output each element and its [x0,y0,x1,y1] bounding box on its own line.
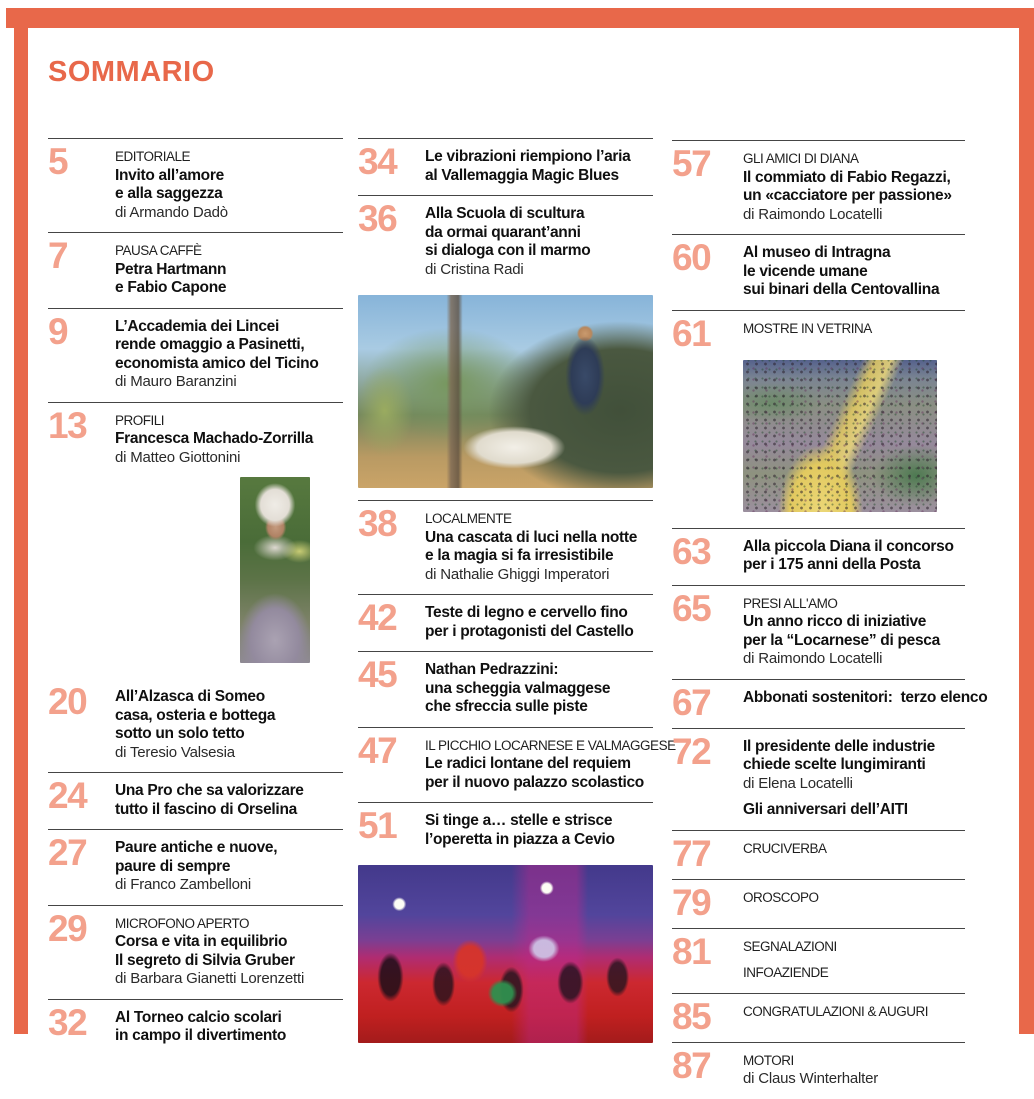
entry-text: MOTORI [743,1052,794,1068]
entry-text: di Teresio Valsesia [115,743,235,761]
toc-entry-85 [672,993,965,1042]
toc-entry-87 [672,1042,965,1099]
entry-text: EDITORIALE [115,149,191,164]
entry-text: sui binari della Centovallina [743,281,940,298]
entry-text: PAUSA CAFFÈ [115,243,202,258]
page-number: 34 [358,141,397,182]
entry-text: Al museo di Intragna [743,244,891,261]
toc-entry-79 [672,879,965,928]
entry-text: e alla saggezza [115,185,223,202]
sculptor-photo [358,295,653,488]
entry-text: rende omaggio a Pasinetti, [115,336,305,353]
page-number: 47 [358,729,397,771]
entry-text: Alla piccola Diana il concorso [743,537,954,555]
toc-entry-72 [672,728,965,830]
entry-text: LOCALMENTE [425,511,512,526]
entry-text: Corsa e vita in equilibrio [115,933,288,950]
toc-entry-9 [48,308,343,402]
entry-text: Invito all’amore [115,166,224,184]
toc-entry-61 [672,310,965,359]
entry-text-block [425,508,653,584]
page-number: 72 [672,730,711,772]
page-border-top [6,8,1034,28]
entry-text-block [743,687,988,718]
page-number: 57 [672,143,711,184]
entry-text-block [743,1001,965,1032]
entry-text: Si tinge a… stelle e strisce [425,812,613,829]
toc-entry-63 [672,528,965,585]
entry-text-block [425,735,676,793]
page-number: 24 [48,775,87,816]
entry-text: casa, osteria e bottega [115,706,276,724]
page-number: 60 [672,237,711,278]
entry-text: di Raimondo Locatelli [743,205,883,223]
entry-text-block [743,887,965,918]
entry-text: Francesca Machado-Zorrilla [115,430,314,447]
entry-text-block [115,686,343,762]
page-number: 87 [672,1044,711,1086]
page-border-left [14,8,28,1034]
entry-text: di Armando Dadò [115,203,228,221]
toc-entry-65 [672,585,965,679]
entry-text: Il presidente delle industrie [743,737,935,755]
entry-text-block [425,602,653,641]
entry-text-block [743,593,965,669]
entry-text-block [115,913,343,989]
entry-text-block [115,146,343,222]
entry-text: MICROFONO APERTO [115,915,250,931]
page-number: 81 [672,930,711,972]
entry-text-block [115,410,343,468]
toc-entry-27 [48,829,343,905]
page-number: 13 [48,404,87,446]
entry-text: per il nuovo palazzo scolastico [425,773,644,791]
entry-text: PROFILI [115,412,165,428]
toc-entry-24 [48,772,343,829]
entry-text: OROSCOPO [743,889,819,905]
entry-text-block [743,318,965,349]
entry-text: l’operetta in piazza a Cevio [425,830,615,848]
entry-text-block [115,240,343,298]
entry-text: L’Accademia dei Lincei [115,317,279,335]
entry-text: al Vallemaggia Magic Blues [425,166,619,184]
entry-text-block [743,936,965,983]
toc-entry-81 [672,928,965,993]
toc-entry-51 [358,802,653,859]
entry-text: di Elena Locatelli [743,774,853,792]
entry-text: Teste di legno e cervello fino [425,604,628,621]
toc-entry-32 [48,999,343,1056]
entry-text-block [743,838,965,869]
entry-text: una scheggia valmaggese [425,679,611,697]
page-number: 63 [672,530,711,572]
toc-entry-47 [358,727,676,803]
page-number: 79 [672,881,711,923]
entry-text: Petra Hartmann [115,260,227,278]
entry-text: di Matteo Giottonini [115,448,241,466]
entry-text-block [425,659,653,717]
entry-text: di Barbara Gianetti Lorenzetti [115,970,305,987]
toc-entry-45 [358,651,653,727]
toc-column-1 [48,138,343,1056]
page-number: 36 [358,198,397,239]
entry-text: si dialoga con il marmo [425,242,591,259]
entry-text-block [743,1050,965,1089]
portrait-francesca-photo [240,477,310,663]
page-number: 32 [48,1001,87,1043]
entry-text: Una cascata di luci nella notte [425,528,638,546]
entry-text: INFOAZIENDE [743,965,829,980]
entry-text: che sfreccia sulle piste [425,698,588,715]
page-number: 45 [358,654,397,695]
toc-entry-34 [358,138,653,195]
page-title: SOMMARIO [48,56,215,88]
entry-text: paure di sempre [115,857,231,875]
entry-text: tutto il fascino di Orselina [115,800,297,818]
entry-text: e la magia si fa irresistibile [425,547,614,564]
entry-text: Alla Scuola di scultura [425,205,585,222]
entry-text-block [115,1007,343,1046]
toc-column-3 [672,140,988,1099]
toc-entry-20 [48,679,343,772]
entry-text: CRUCIVERBA [743,840,827,856]
entry-text: PRESI ALL'AMO [743,595,838,611]
entry-text: Un anno ricco di iniziative [743,613,927,630]
entry-text: MOSTRE IN VETRINA [743,320,872,336]
entry-text: per i protagonisti del Castello [425,622,634,640]
operetta-photo [358,865,653,1043]
entry-text-block [743,242,965,300]
page-number: 9 [48,310,68,352]
entry-text: IL PICCHIO LOCARNESE E VALMAGGESE [425,737,676,753]
entry-text-block [425,203,653,279]
toc-entry-38 [358,500,653,594]
entry-text: SEGNALAZIONI [743,938,837,954]
entry-text: sotto un solo tetto [115,725,245,742]
entry-text-block [743,148,965,224]
toc-entry-7 [48,232,343,308]
page-number: 65 [672,587,711,629]
painting-photo [743,360,937,512]
toc-entry-5 [48,138,343,232]
toc-column-2 [358,138,676,1043]
toc-entry-60 [672,234,965,310]
entry-text: chiede scelte lungimiranti [743,756,926,773]
page-number: 61 [672,312,711,354]
entry-text: di Claus Winterhalter [743,1070,879,1087]
page-number: 20 [48,681,87,722]
entry-text-block [115,837,343,895]
page-number: 27 [48,832,87,873]
page-number: 67 [672,681,711,723]
entry-text: Paure antiche e nuove, [115,839,278,856]
entry-text: di Mauro Baranzini [115,373,237,390]
entry-text: CONGRATULAZIONI & AUGURI [743,1003,929,1019]
toc-entry-42 [358,594,653,651]
page-number: 51 [358,805,397,846]
entry-text: Le vibrazioni riempiono l’aria [425,148,631,165]
page-number: 85 [672,995,711,1037]
entry-text: Abbonati sostenitori: terzo elenco [743,688,988,706]
entry-text: Al Torneo calcio scolari [115,1008,282,1026]
page-number: 77 [672,832,711,874]
entry-text: di Franco Zambelloni [115,876,252,893]
toc-entry-77 [672,830,965,879]
entry-text: da ormai quarant’anni [425,223,581,241]
entry-text: Il segreto di Silvia Gruber [115,951,295,969]
entry-text: economista amico del Ticino [115,354,319,372]
entry-text: GLI AMICI DI DIANA [743,151,859,166]
entry-text: di Raimondo Locatelli [743,650,883,667]
entry-text: e Fabio Capone [115,279,227,296]
entry-text-block [743,736,965,820]
page-number: 29 [48,907,87,949]
entry-text-block [743,536,965,575]
toc-entry-57 [672,140,965,234]
entry-text-block [115,316,343,392]
page-number: 42 [358,597,397,638]
entry-text: per la “Locarnese” di pesca [743,631,940,649]
entry-text: le vicende umane [743,262,868,280]
entry-text: Gli anniversari dell’AITI [743,801,908,818]
entry-text: di Cristina Radi [425,260,524,278]
entry-text: di Nathalie Ghiggi Imperatori [425,565,610,583]
page-border-right [1019,8,1034,1034]
entry-text: Il commiato di Fabio Regazzi, [743,168,951,186]
page-number: 7 [48,235,68,276]
entry-text-block [425,146,653,185]
toc-entry-67 [672,679,988,728]
page-number: 38 [358,503,397,544]
toc-entry-36 [358,195,653,289]
toc-entry-13 [48,402,343,478]
page-number: 5 [48,141,68,182]
entry-text: in campo il divertimento [115,1027,287,1044]
entry-text: All’Alzasca di Someo [115,688,265,705]
entry-text: per i 175 anni della Posta [743,556,921,573]
entry-text: Una Pro che sa valorizzare [115,782,304,799]
toc-entry-29 [48,905,343,999]
entry-text: un «cacciatore per passione» [743,187,952,204]
entry-text-block [425,810,653,849]
entry-text: Nathan Pedrazzini: [425,661,559,678]
entry-text: Le radici lontane del requiem [425,755,631,772]
entry-text-block [115,780,343,819]
